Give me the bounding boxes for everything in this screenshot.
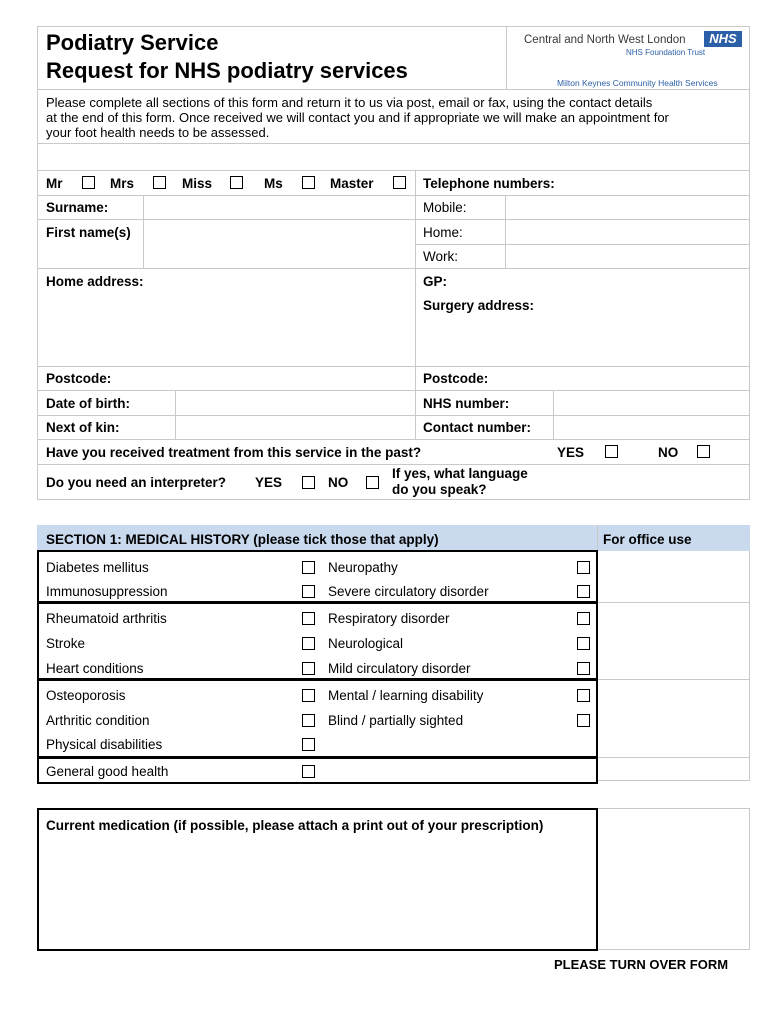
org-name: Central and North West London bbox=[524, 34, 686, 46]
postcode-left-label: Postcode: bbox=[46, 371, 112, 386]
contact-number-label: Contact number: bbox=[423, 420, 531, 435]
gp-label: GP: bbox=[423, 274, 448, 289]
condition-rheumatoid-arthritis: Rheumatoid arthritis bbox=[46, 611, 167, 626]
surgery-address-field[interactable] bbox=[416, 316, 749, 364]
condition-osteoporosis: Osteoporosis bbox=[46, 688, 126, 703]
condition-diabetes: Diabetes mellitus bbox=[46, 560, 149, 575]
diabetes-checkbox[interactable] bbox=[302, 561, 315, 574]
mental-learning-checkbox[interactable] bbox=[577, 689, 590, 702]
nhs-number-label: NHS number: bbox=[423, 396, 510, 411]
col-line bbox=[415, 170, 416, 439]
intro-line2: at the end of this form. Once received we will contact you and if appropriate we will make an appointment for bbox=[46, 110, 669, 125]
language-question-line1: If yes, what language bbox=[392, 466, 528, 481]
row-line bbox=[37, 439, 750, 440]
office-use-label: For office use bbox=[603, 532, 692, 547]
foundation-trust: NHS Foundation Trust bbox=[626, 48, 706, 57]
interpreter-yes-label: YES bbox=[255, 475, 283, 490]
intro-line1: Please complete all sections of this form and return it to us via post, email or fax, using the contact details bbox=[46, 95, 653, 110]
title-mr-checkbox[interactable] bbox=[82, 176, 95, 189]
home-phone-field[interactable] bbox=[506, 220, 749, 243]
form-title-line1: Podiatry Service bbox=[46, 30, 219, 55]
severe-circulatory-checkbox[interactable] bbox=[577, 585, 590, 598]
title-mr-label: Mr bbox=[46, 176, 63, 191]
title-master-label: Master bbox=[330, 176, 374, 191]
prev-treatment-no-checkbox[interactable] bbox=[697, 445, 710, 458]
header-divider bbox=[506, 26, 507, 90]
condition-general-good-health: General good health bbox=[46, 764, 169, 779]
office-line bbox=[597, 602, 750, 603]
condition-mental-learning: Mental / learning disability bbox=[328, 688, 484, 703]
physical-disabilities-checkbox[interactable] bbox=[302, 738, 315, 751]
postcode-right-label: Postcode: bbox=[423, 371, 489, 386]
condition-neurological: Neurological bbox=[328, 636, 404, 651]
osteoporosis-checkbox[interactable] bbox=[302, 689, 315, 702]
interpreter-yes-checkbox[interactable] bbox=[302, 476, 315, 489]
title-ms-checkbox[interactable] bbox=[302, 176, 315, 189]
respiratory-checkbox[interactable] bbox=[577, 612, 590, 625]
prev-treatment-no-label: NO bbox=[658, 445, 679, 460]
rheumatoid-arthritis-checkbox[interactable] bbox=[302, 612, 315, 625]
medication-label: Current medication (if possible, please attach a print out of your prescription) bbox=[46, 818, 544, 833]
mobile-field[interactable] bbox=[506, 196, 749, 218]
language-question-line2: do you speak? bbox=[392, 482, 487, 497]
mobile-label: Mobile: bbox=[423, 200, 467, 215]
heart-conditions-checkbox[interactable] bbox=[302, 662, 315, 675]
office-line bbox=[597, 679, 750, 680]
row-line bbox=[37, 366, 750, 367]
condition-stroke: Stroke bbox=[46, 636, 86, 651]
title-mrs-label: Mrs bbox=[110, 176, 135, 191]
stroke-checkbox[interactable] bbox=[302, 637, 315, 650]
blind-checkbox[interactable] bbox=[577, 714, 590, 727]
section1-title: SECTION 1: MEDICAL HISTORY (please tick those that apply) bbox=[46, 532, 439, 547]
surgery-address-label: Surgery address: bbox=[423, 298, 535, 313]
home-address-label: Home address: bbox=[46, 274, 144, 289]
arthritic-condition-checkbox[interactable] bbox=[302, 714, 315, 727]
intro-line3: your foot health needs to be assessed. bbox=[46, 125, 270, 140]
contact-number-field[interactable] bbox=[554, 416, 749, 438]
nhs-logo: NHS bbox=[704, 31, 742, 47]
first-names-field[interactable] bbox=[144, 220, 414, 267]
work-phone-label: Work: bbox=[423, 249, 459, 264]
condition-respiratory: Respiratory disorder bbox=[328, 611, 450, 626]
home-phone-label: Home: bbox=[423, 225, 463, 240]
telephone-label: Telephone numbers: bbox=[423, 176, 555, 191]
office-line bbox=[597, 757, 750, 758]
condition-blind: Blind / partially sighted bbox=[328, 713, 464, 728]
nhs-number-field[interactable] bbox=[554, 391, 749, 414]
row-line bbox=[37, 464, 750, 465]
home-address-field[interactable] bbox=[38, 292, 414, 364]
neuropathy-checkbox[interactable] bbox=[577, 561, 590, 574]
condition-physical-disabilities: Physical disabilities bbox=[46, 737, 163, 752]
first-names-label: First name(s) bbox=[46, 225, 131, 240]
neurological-checkbox[interactable] bbox=[577, 637, 590, 650]
dob-label: Date of birth: bbox=[46, 396, 130, 411]
interpreter-question: Do you need an interpreter? bbox=[46, 475, 227, 490]
mild-circulatory-checkbox[interactable] bbox=[577, 662, 590, 675]
prev-treatment-question: Have you received treatment from this service in the past? bbox=[46, 445, 422, 460]
condition-immunosuppression: Immunosuppression bbox=[46, 584, 168, 599]
title-master-checkbox[interactable] bbox=[393, 176, 406, 189]
interpreter-no-label: NO bbox=[328, 475, 349, 490]
condition-arthritic: Arthritic condition bbox=[46, 713, 150, 728]
condition-neuropathy: Neuropathy bbox=[328, 560, 398, 575]
immunosuppression-checkbox[interactable] bbox=[302, 585, 315, 598]
turn-over-notice: PLEASE TURN OVER FORM bbox=[554, 957, 729, 972]
work-phone-field[interactable] bbox=[506, 245, 749, 267]
row-line bbox=[37, 268, 750, 269]
surname-label: Surname: bbox=[46, 200, 109, 215]
language-field[interactable] bbox=[545, 466, 749, 498]
next-of-kin-field[interactable] bbox=[176, 416, 414, 438]
form-title-line2: Request for NHS podiatry services bbox=[46, 58, 408, 83]
office-use-box bbox=[597, 551, 750, 781]
title-ms-label: Ms bbox=[264, 176, 283, 191]
next-of-kin-label: Next of kin: bbox=[46, 420, 120, 435]
general-good-health-checkbox[interactable] bbox=[302, 765, 315, 778]
surname-field[interactable] bbox=[144, 196, 414, 218]
prev-treatment-yes-checkbox[interactable] bbox=[605, 445, 618, 458]
title-miss-checkbox[interactable] bbox=[230, 176, 243, 189]
title-miss-label: Miss bbox=[182, 176, 213, 191]
row-line bbox=[37, 170, 750, 171]
prev-treatment-yes-label: YES bbox=[557, 445, 585, 460]
title-mrs-checkbox[interactable] bbox=[153, 176, 166, 189]
condition-heart: Heart conditions bbox=[46, 661, 144, 676]
interpreter-no-checkbox[interactable] bbox=[366, 476, 379, 489]
condition-mild-circulatory: Mild circulatory disorder bbox=[328, 661, 471, 676]
sub-org: Milton Keynes Community Health Services bbox=[557, 78, 718, 88]
condition-severe-circulatory: Severe circulatory disorder bbox=[328, 584, 489, 599]
dob-field[interactable] bbox=[176, 391, 414, 414]
